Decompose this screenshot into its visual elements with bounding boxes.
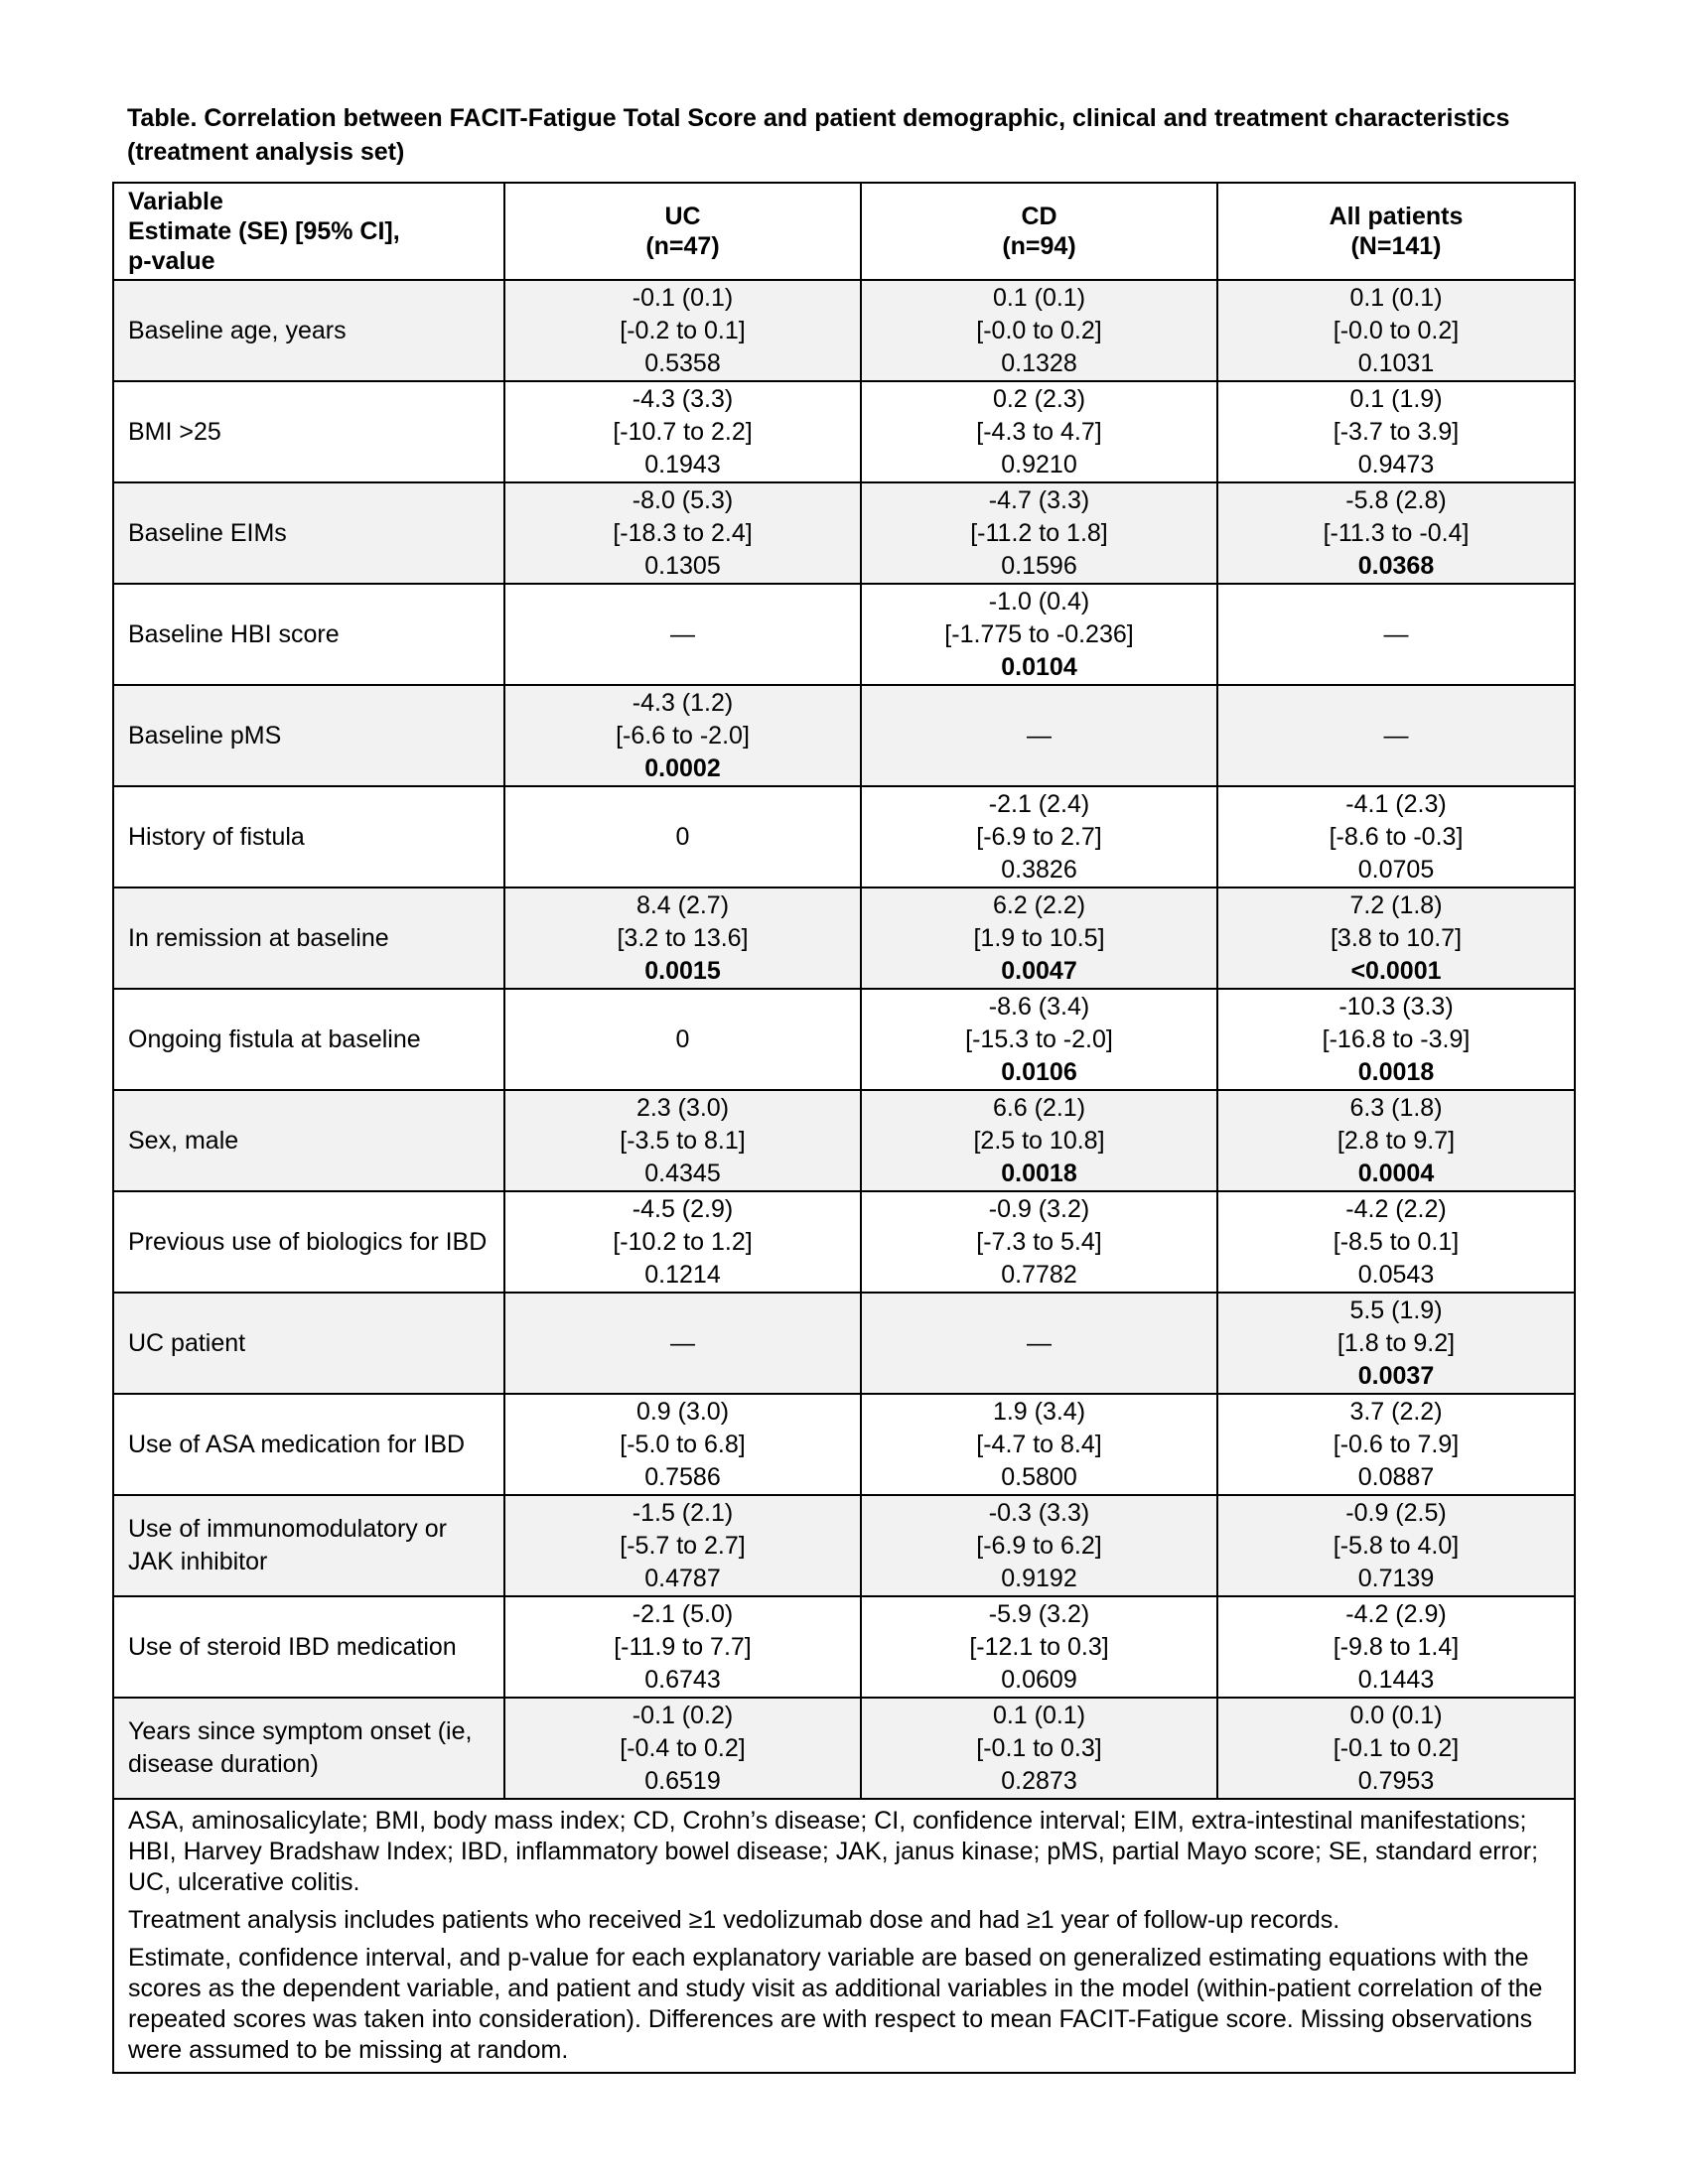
estimate-se: -4.7 (3.3) (988, 485, 1090, 514)
p-value: 0.6743 (644, 1665, 721, 1694)
variable-cell: In remission at baseline (113, 887, 504, 989)
value-cell (1217, 887, 1575, 989)
estimate-se: 5.5 (1.9) (1349, 1296, 1443, 1324)
confidence-interval: [-4.3 to 4.7] (976, 417, 1102, 446)
confidence-interval: [-11.9 to 7.7] (614, 1632, 752, 1661)
value-cell (1217, 685, 1575, 786)
p-value: 0.3826 (1001, 855, 1077, 884)
estimate-se: -4.5 (2.9) (632, 1194, 734, 1223)
value-cell (1217, 1495, 1575, 1596)
table-body (113, 280, 1575, 1799)
table-row (113, 381, 1575, 482)
methods-footnote: Estimate, confidence interval, and p-value for each explanatory variable are based on generalized estimating equations with the scores as the dependent variable, and patient and study visit as additional variables in the model (within-patient correlation of the repeated scores was taken into consideration). Differences are with respect to mean FACIT-Fatigue score. Missing observations were assumed to be missing at random. (128, 1944, 1543, 2064)
estimate-se: 7.2 (1.8) (1349, 890, 1443, 919)
value-cell (504, 1596, 861, 1698)
all-patients-column-header (1217, 183, 1575, 280)
analysis-set-footnote: Treatment analysis includes patients who received ≥1 vedolizumab dose and had ≥1 year of follow-up records. (128, 1906, 1340, 1934)
header-pvalue-line: p-value (128, 247, 215, 275)
estimate-se: -10.3 (3.3) (1338, 992, 1454, 1021)
table-row (113, 1596, 1575, 1698)
confidence-interval: [-6.6 to -2.0] (616, 721, 750, 750)
value-cell (1217, 786, 1575, 887)
empty-value: — (1027, 1328, 1052, 1357)
estimate-se: 6.2 (2.2) (992, 890, 1086, 919)
table-row (113, 1394, 1575, 1495)
variable-cell: UC patient (113, 1293, 504, 1394)
p-value: 0.7953 (1357, 1766, 1435, 1795)
p-value: 0.5358 (644, 348, 721, 377)
table-row (113, 1495, 1575, 1596)
p-value: 0.0368 (1357, 551, 1435, 580)
estimate-se: -4.2 (2.2) (1345, 1194, 1447, 1223)
confidence-interval: [-10.2 to 1.2] (613, 1227, 753, 1256)
estimate-se: 0.2 (2.3) (992, 384, 1086, 413)
p-value: 0.0104 (1001, 652, 1077, 681)
value-cell (1217, 280, 1575, 381)
table-row (113, 989, 1575, 1090)
table-row (113, 482, 1575, 584)
value-cell (861, 989, 1217, 1090)
value-cell (1217, 1394, 1575, 1495)
variable-cell: Previous use of biologics for IBD (113, 1191, 504, 1293)
value-cell (1217, 1596, 1575, 1698)
confidence-interval: [-0.6 to 7.9] (1333, 1430, 1460, 1458)
p-value: 0.0018 (1001, 1159, 1077, 1187)
variable-cell: Use of steroid IBD medication (113, 1596, 504, 1698)
confidence-interval: [-4.7 to 8.4] (976, 1430, 1102, 1458)
confidence-interval: [-16.8 to -3.9] (1322, 1024, 1471, 1053)
value-cell (504, 685, 861, 786)
header-row (113, 183, 1575, 280)
footnote-row (113, 1799, 1575, 2073)
confidence-interval: [-0.0 to 0.2] (976, 316, 1102, 344)
value-cell (1217, 1293, 1575, 1394)
variable-cell: Baseline age, years (113, 280, 504, 381)
estimate-se: -4.1 (2.3) (1345, 789, 1447, 818)
value-cell (504, 786, 861, 887)
variable-cell: Years since symptom onset (ie, disease duration) (113, 1698, 504, 1799)
estimate-se: -4.3 (3.3) (632, 384, 734, 413)
column-n: (n=47) (645, 232, 720, 260)
column-name: UC (664, 203, 701, 230)
estimate-se: -0.3 (3.3) (988, 1498, 1090, 1527)
variable-cell: Sex, male (113, 1090, 504, 1191)
estimate-se: -0.1 (0.2) (632, 1701, 734, 1729)
confidence-interval: [3.2 to 13.6] (617, 923, 749, 952)
value-cell (504, 989, 861, 1090)
confidence-interval: [2.5 to 10.8] (973, 1126, 1105, 1155)
value-cell (504, 280, 861, 381)
p-value: 0.1943 (644, 450, 721, 478)
p-value: 0.2873 (1001, 1766, 1077, 1795)
estimate-se: -0.9 (2.5) (1345, 1498, 1447, 1527)
empty-value: 0 (675, 822, 690, 851)
table-row (113, 1293, 1575, 1394)
empty-value: — (1383, 619, 1409, 648)
p-value: 0.7139 (1357, 1564, 1435, 1592)
variable-cell: Baseline HBI score (113, 584, 504, 685)
p-value: 0.1328 (1001, 348, 1077, 377)
value-cell (504, 1191, 861, 1293)
variable-cell: Baseline pMS (113, 685, 504, 786)
confidence-interval: [1.9 to 10.5] (973, 923, 1105, 952)
value-cell (861, 786, 1217, 887)
value-cell (861, 280, 1217, 381)
value-cell (504, 381, 861, 482)
confidence-interval: [-5.8 to 4.0] (1333, 1531, 1460, 1560)
confidence-interval: [-6.9 to 2.7] (976, 822, 1102, 851)
variable-column-header (113, 183, 504, 280)
estimate-se: -2.1 (2.4) (988, 789, 1090, 818)
p-value: 0.0037 (1357, 1361, 1435, 1390)
confidence-interval: [-8.5 to 0.1] (1333, 1227, 1460, 1256)
confidence-interval: [-7.3 to 5.4] (976, 1227, 1102, 1256)
estimate-se: -8.6 (3.4) (988, 992, 1090, 1021)
confidence-interval: [-6.9 to 6.2] (976, 1531, 1102, 1560)
p-value: 0.0609 (1001, 1665, 1077, 1694)
p-value: 0.0106 (1001, 1057, 1077, 1086)
value-cell (861, 584, 1217, 685)
table-row (113, 1191, 1575, 1293)
confidence-interval: [-5.0 to 6.8] (620, 1430, 746, 1458)
confidence-interval: [-0.1 to 0.2] (1333, 1733, 1460, 1762)
estimate-se: 0.9 (3.0) (635, 1397, 730, 1426)
variable-cell: Baseline EIMs (113, 482, 504, 584)
p-value: 0.7782 (1001, 1260, 1077, 1289)
confidence-interval: [3.8 to 10.7] (1330, 923, 1463, 952)
value-cell (1217, 989, 1575, 1090)
value-cell (504, 1495, 861, 1596)
estimate-se: -1.5 (2.1) (632, 1498, 734, 1527)
p-value: 0.9473 (1357, 450, 1435, 478)
confidence-interval: [-1.775 to -0.236] (944, 619, 1134, 648)
confidence-interval: [-8.6 to -0.3] (1329, 822, 1464, 851)
confidence-interval: [-9.8 to 1.4] (1333, 1632, 1460, 1661)
p-value: 0.0543 (1357, 1260, 1435, 1289)
estimate-se: 0.0 (0.1) (1349, 1701, 1443, 1729)
confidence-interval: [-0.0 to 0.2] (1333, 316, 1460, 344)
estimate-se: 3.7 (2.2) (1349, 1397, 1443, 1426)
p-value: 0.0018 (1357, 1057, 1435, 1086)
estimate-se: 6.3 (1.8) (1349, 1093, 1443, 1122)
value-cell (504, 584, 861, 685)
estimate-se: 1.9 (3.4) (992, 1397, 1086, 1426)
confidence-interval: [1.8 to 9.2] (1336, 1328, 1456, 1357)
confidence-interval: [-12.1 to 0.3] (969, 1632, 1109, 1661)
empty-value: — (1383, 721, 1409, 750)
confidence-interval: [2.8 to 9.7] (1336, 1126, 1456, 1155)
confidence-interval: [-5.7 to 2.7] (620, 1531, 746, 1560)
table-row (113, 786, 1575, 887)
value-cell (861, 887, 1217, 989)
value-cell (1217, 381, 1575, 482)
p-value: 0.9192 (1001, 1564, 1077, 1592)
p-value: 0.1031 (1357, 348, 1435, 377)
p-value: 0.0004 (1357, 1159, 1435, 1187)
confidence-interval: [-0.2 to 0.1] (620, 316, 746, 344)
value-cell (504, 887, 861, 989)
confidence-interval: [-0.4 to 0.2] (620, 1733, 746, 1762)
confidence-interval: [-0.1 to 0.3] (976, 1733, 1102, 1762)
value-cell (861, 482, 1217, 584)
estimate-se: -8.0 (5.3) (632, 485, 734, 514)
estimate-se: 2.3 (3.0) (635, 1093, 730, 1122)
p-value: <0.0001 (1350, 956, 1442, 985)
value-cell (861, 685, 1217, 786)
table-row (113, 685, 1575, 786)
value-cell (861, 1090, 1217, 1191)
p-value: 0.0705 (1357, 855, 1435, 884)
p-value: 0.1596 (1001, 551, 1077, 580)
value-cell (861, 1191, 1217, 1293)
column-name: All patients (1329, 203, 1464, 230)
estimate-se: 0.1 (0.1) (992, 1701, 1086, 1729)
p-value: 0.5800 (1001, 1462, 1077, 1491)
value-cell (861, 381, 1217, 482)
column-n: (N=141) (1350, 232, 1442, 260)
estimate-se: 6.6 (2.1) (992, 1093, 1086, 1122)
value-cell (1217, 1090, 1575, 1191)
value-cell (861, 1495, 1217, 1596)
estimate-se: 8.4 (2.7) (635, 890, 730, 919)
p-value: 0.4787 (644, 1564, 721, 1592)
confidence-interval: [-18.3 to 2.4] (613, 518, 753, 547)
p-value: 0.1443 (1357, 1665, 1435, 1694)
empty-value: — (670, 619, 695, 648)
confidence-interval: [-15.3 to -2.0] (965, 1024, 1113, 1053)
value-cell (861, 1596, 1217, 1698)
p-value: 0.0015 (644, 956, 721, 985)
confidence-interval: [-3.7 to 3.9] (1333, 417, 1460, 446)
header-estimate-line: Estimate (SE) [95% CI], (128, 217, 400, 245)
estimate-se: -4.3 (1.2) (632, 688, 734, 717)
header-variable-line: Variable (128, 188, 223, 215)
table-row (113, 1090, 1575, 1191)
table-caption: Table. Correlation between FACIT-Fatigue Total Score and patient demographic, clinical and treatment characteristics (treatment analysis set) (127, 104, 1510, 166)
value-cell (504, 1293, 861, 1394)
estimate-se: -5.9 (3.2) (988, 1599, 1090, 1628)
value-cell (504, 1698, 861, 1799)
estimate-se: -1.0 (0.4) (988, 587, 1090, 615)
p-value: 0.7586 (644, 1462, 721, 1491)
confidence-interval: [-3.5 to 8.1] (620, 1126, 746, 1155)
value-cell (1217, 1191, 1575, 1293)
confidence-interval: [-11.2 to 1.8] (970, 518, 1108, 547)
variable-cell: BMI >25 (113, 381, 504, 482)
p-value: 0.6519 (644, 1766, 721, 1795)
estimate-se: 0.1 (0.1) (1349, 283, 1443, 312)
estimate-se: -5.8 (2.8) (1345, 485, 1447, 514)
value-cell (1217, 482, 1575, 584)
footnotes-cell (113, 1799, 1575, 2073)
p-value: 0.1305 (644, 551, 721, 580)
table-row (113, 1698, 1575, 1799)
estimate-se: -4.2 (2.9) (1345, 1599, 1447, 1628)
value-cell (504, 1394, 861, 1495)
empty-value: — (1027, 721, 1052, 750)
confidence-interval: [-10.7 to 2.2] (613, 417, 753, 446)
estimate-se: -0.1 (0.1) (632, 283, 734, 312)
variable-cell: Use of ASA medication for IBD (113, 1394, 504, 1495)
table-row (113, 280, 1575, 381)
value-cell (861, 1293, 1217, 1394)
column-name: CD (1021, 203, 1057, 230)
column-n: (n=94) (1002, 232, 1076, 260)
p-value: 0.4345 (644, 1159, 721, 1187)
p-value: 0.0887 (1357, 1462, 1435, 1491)
value-cell (861, 1698, 1217, 1799)
value-cell (1217, 584, 1575, 685)
variable-cell: History of fistula (113, 786, 504, 887)
p-value: 0.9210 (1001, 450, 1077, 478)
abbreviations-footnote: ASA, aminosalicylate; BMI, body mass index; CD, Crohn’s disease; CI, confidence interval; EIM, extra-intestinal manifestations; HBI, Harvey Bradshaw Index; IBD, inflammatory bowel disease; JAK, janus kinase; pMS, partial Mayo score; SE, standard error; UC, ulcerative colitis. (128, 1807, 1539, 1896)
empty-value: — (670, 1328, 695, 1357)
variable-cell: Ongoing fistula at baseline (113, 989, 504, 1090)
cd-column-header (861, 183, 1217, 280)
table-row (113, 584, 1575, 685)
p-value: 0.0002 (644, 753, 721, 782)
variable-cell: Use of immunomodulatory or JAK inhibitor (113, 1495, 504, 1596)
empty-value: 0 (675, 1024, 690, 1053)
value-cell (861, 1394, 1217, 1495)
p-value: 0.1214 (644, 1260, 721, 1289)
value-cell (504, 482, 861, 584)
table-row (113, 887, 1575, 989)
value-cell (504, 1090, 861, 1191)
estimate-se: 0.1 (1.9) (1349, 384, 1443, 413)
value-cell (1217, 1698, 1575, 1799)
estimate-se: -0.9 (3.2) (988, 1194, 1090, 1223)
confidence-interval: [-11.3 to -0.4] (1323, 518, 1470, 547)
estimate-se: -2.1 (5.0) (632, 1599, 734, 1628)
results-table (112, 182, 1576, 2074)
uc-column-header (504, 183, 861, 280)
estimate-se: 0.1 (0.1) (992, 283, 1086, 312)
p-value: 0.0047 (1001, 956, 1077, 985)
